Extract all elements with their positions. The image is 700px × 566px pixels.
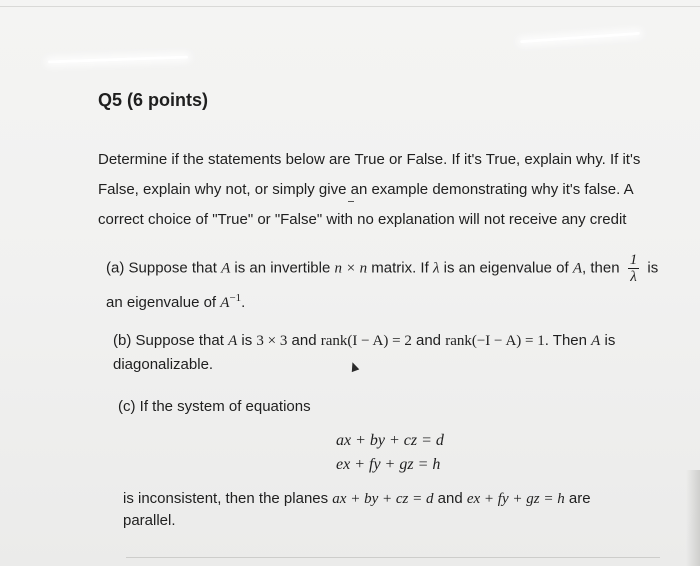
math-superscript: −1 bbox=[229, 292, 242, 304]
instructions-line: Determine if the statements below are True or False. If it's True, explain why. If it's bbox=[98, 151, 641, 168]
math-symbol: A bbox=[572, 260, 583, 277]
part-c-text: and bbox=[433, 490, 467, 507]
part-b-line2: diagonalizable. bbox=[113, 356, 214, 373]
math-symbol: A bbox=[220, 295, 230, 311]
fraction-denominator: λ bbox=[630, 269, 637, 285]
part-c-line2 bbox=[123, 484, 591, 514]
part-a-text: , then bbox=[582, 259, 620, 277]
part-b-text: is bbox=[237, 332, 257, 349]
fraction-numerator: 1 bbox=[629, 252, 638, 268]
part-a-text: (a) Suppose that bbox=[106, 259, 222, 277]
part-a-text: . bbox=[241, 294, 246, 311]
part-c-line3: parallel. bbox=[123, 512, 176, 529]
question-title bbox=[98, 90, 208, 111]
answer-line bbox=[126, 557, 660, 558]
part-c-line1: (c) If the system of equations bbox=[118, 398, 311, 415]
screen-glare bbox=[520, 32, 640, 43]
equation-2: ex + fy + gz = h bbox=[336, 456, 441, 473]
page-right-edge bbox=[686, 470, 700, 566]
part-a-text: is an invertible bbox=[230, 259, 335, 277]
math-expression: rank(I − A) = 2 bbox=[320, 333, 412, 349]
part-b-text: (b) Suppose that bbox=[113, 332, 229, 349]
mouse-cursor-icon bbox=[349, 361, 360, 372]
math-expression: rank(−I − A) = 1 bbox=[445, 333, 545, 349]
question-points: (6 points) bbox=[127, 90, 209, 110]
math-symbol: A bbox=[221, 260, 231, 277]
question-number: Q5 bbox=[98, 90, 123, 110]
part-b-text: and bbox=[287, 332, 321, 349]
part-a-line1 bbox=[106, 252, 658, 285]
instructions-line: False, explain why not, or simply give an example demonstrating why it's false. A bbox=[98, 181, 634, 198]
screen-glare bbox=[48, 56, 188, 64]
part-a-text: an eigenvalue of bbox=[106, 294, 221, 311]
part-a-text: matrix. If bbox=[367, 259, 433, 277]
instructions bbox=[98, 145, 640, 235]
math-symbol: A bbox=[228, 333, 238, 349]
part-c-text: is inconsistent, then the planes bbox=[123, 490, 333, 507]
fraction bbox=[628, 252, 640, 285]
math-symbol: λ bbox=[432, 260, 440, 277]
part-b-text: . Then bbox=[544, 332, 592, 349]
part-b-text: and bbox=[411, 332, 446, 349]
part-a-line2 bbox=[106, 283, 245, 318]
part-a-text: is bbox=[647, 259, 659, 277]
instructions-line: correct choice of "True" or "False" with no explanation will not receive any credit bbox=[98, 211, 627, 228]
part-b-text: is bbox=[600, 332, 616, 349]
page-top-edge bbox=[0, 6, 700, 7]
part-a-text: is an eigenvalue of bbox=[439, 259, 573, 277]
math-symbol: A bbox=[591, 333, 601, 349]
equation-1: ax + by + cz = d bbox=[336, 432, 444, 449]
part-c-text: are bbox=[564, 490, 591, 507]
math-expression: ax + by + cz = d bbox=[332, 491, 434, 507]
stray-mark bbox=[348, 201, 354, 202]
math-expression: 3 × 3 bbox=[256, 333, 288, 349]
math-expression: ex + fy + gz = h bbox=[466, 491, 565, 507]
math-expression: n × n bbox=[334, 260, 368, 277]
